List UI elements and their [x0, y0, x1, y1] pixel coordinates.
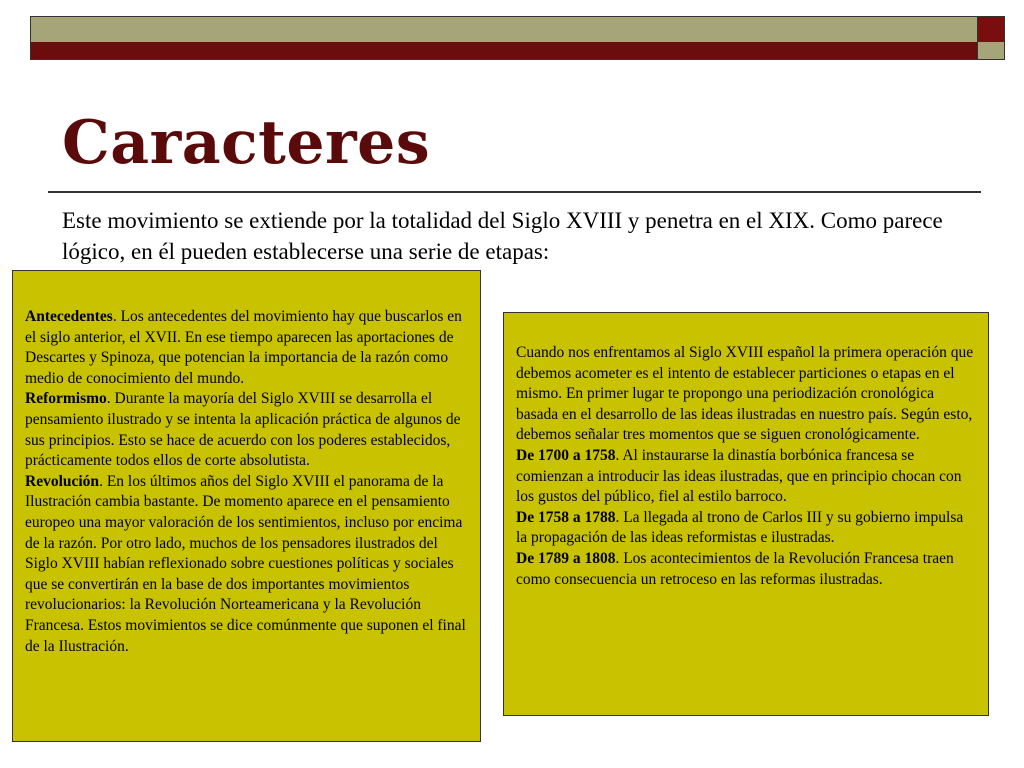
stages-box-left: [12, 270, 481, 742]
period-item: [516, 549, 978, 590]
stage-item: [25, 307, 470, 389]
period-item: [516, 446, 978, 508]
stage-item: [25, 389, 470, 471]
period-heading: De 1700 a 1758: [516, 446, 616, 464]
period-heading: De 1789 a 1808: [516, 549, 616, 567]
stage-text: . Durante la mayoría del Siglo XVIII se desarrolla el pensamiento ilustrado y se intenta la aplicación práctica de algunos de sus principios. Esto se hace de acuerdo con los poderes establecidos, prácticamente todos ellos de corte absolutista.: [25, 390, 461, 470]
header-frame: [30, 16, 1005, 60]
title-underline: [48, 191, 981, 193]
period-text: . La llegada al trono de Carlos III y su gobierno impulsa la propagación de las ideas reformistas e ilustradas.: [516, 508, 964, 547]
period-heading: De 1758 a 1788: [516, 508, 616, 526]
stage-heading: Antecedentes: [25, 308, 113, 325]
stage-item: [25, 472, 470, 657]
period-text: . Al instaurarse la dinastía borbónica francesa se comienzan a introducir las ideas ilustradas, que en principio chocan con los gustos del público, fiel al estilo barroco.: [516, 446, 962, 506]
stage-heading: Revolución: [25, 472, 100, 490]
periodization-intro: Cuando nos enfrentamos al Siglo XVIII español la primera operación que debemos acometer es el intento de establecer particiones o etapas en el mismo. En primer lugar te propongo una periodización cronológica basada en el desarrollo de las ideas ilustradas en nuestro país. Según esto, debemos señalar tres momentos que se siguen cronológicamente.: [516, 344, 974, 444]
period-text: . Los acontecimientos de la Revolución Francesa traen como consecuencia un retroceso en las reformas ilustradas.: [516, 549, 954, 588]
slide-title: Caracteres: [62, 108, 431, 178]
period-item: [516, 508, 978, 549]
slide-intro: Este movimiento se extiende por la totalidad del Siglo XVIII y penetra en el XIX. Como parece lógico, en él pueden establecerse una serie de etapas:: [62, 208, 943, 264]
stage-text: . En los últimos años del Siglo XVIII el panorama de la Ilustración cambia bastante. De momento aparece en el pensamiento europeo una mayor valoración de los sentimientos, incluso por encima de la razón. Por otro lado, muchos de los pensadores ilustrados del Siglo XVIII habían reflexionado sobre cuestiones políticas y sociales que se convertirán en la base de dos importantes movimientos revolucionarios: la Revolución Norteamericana y la Revolución Francesa. Estos movimientos se dice comúnmente que suponen el final de la Ilustración.: [25, 472, 466, 655]
stages-box-right: [503, 312, 989, 716]
stage-heading: Reformismo: [25, 390, 107, 408]
stage-text: . Los antecedentes del movimiento hay que buscarlos en el siglo anterior, el XVII. En ese tiempo aparecen las aportaciones de Descartes y Spinoza, que potencian la importancia de la razón como medio de conocimiento del mundo.: [25, 308, 462, 387]
